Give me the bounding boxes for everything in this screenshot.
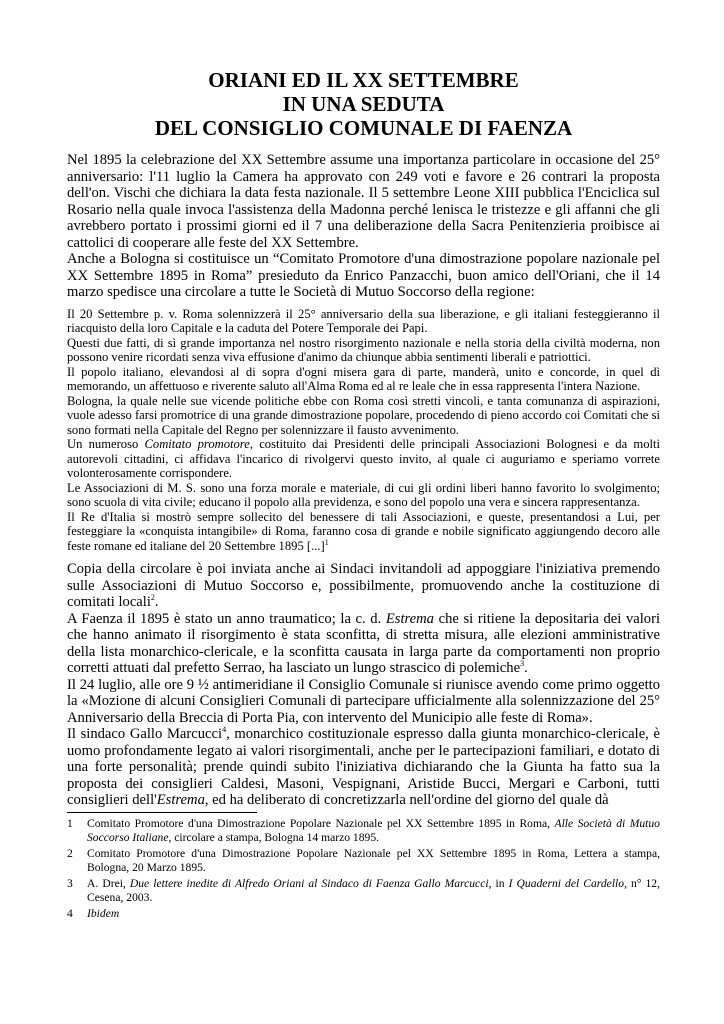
text-run: A. Drei, <box>87 876 130 890</box>
text-run: , costituito dai Presidenti delle principali Associazioni Bolognesi e da molti autorevoli cittadini, ci affidava l'incarico di rivolgervi questo invito, al quale ci auguriamo e speriamo vorrete volonterosamente corrispondere. <box>67 437 661 480</box>
text-run: che si ritiene la depositaria dei valori che hanno animato il risorgimento è stata sconfitta, di stretta misura, alle elezioni amministrative della lista monarchico-clericale, e la sconfitta causata in larga parte da comportamenti non proprio corretti attuati dal prefetto Serrao, ha lasciato un lungo strascico di polemiche <box>67 610 660 676</box>
emphasis: Estrema <box>156 792 205 808</box>
footnote-ref[interactable]: 3 <box>520 659 525 669</box>
title-line: DEL CONSIGLIO COMUNALE DI FAENZA <box>154 116 573 140</box>
paragraph: Anche a Bologna si costituisce un “Comitato Promotore d'una dimostrazione popolare nazionale pel XX Settembre 1895 in Roma” presieduto da Enrico Panzacchi, buon amico dell'Oriani, che il 14 marzo spedisce una circolare a tutte le Società di Mutuo Soccorso della regione: <box>67 251 660 300</box>
footnote-text <box>87 907 660 921</box>
text-run: , in <box>488 876 509 890</box>
footnote <box>67 847 660 875</box>
emphasis: Ibidem <box>87 906 120 920</box>
text-run: Il sindaco Gallo Marcucci <box>67 726 223 742</box>
quote-paragraph <box>67 510 660 554</box>
text-run: Il Re d'Italia si mostrò sempre sollecito del benessere di tali Associazioni, e queste, presentandosi a Lui, per festeggiare la «conquista intangibile» di Roma, faranno cosa di grande e nobile significato aggiungendo decoro alle feste romane ed italiane del 20 Settembre 1895 [...] <box>67 509 660 553</box>
text-run: Un numeroso <box>67 437 145 451</box>
text-run: Copia della circolare è poi inviata anche ai Sindaci invitandoli ad appoggiare l'iniziativa premendo sulle Associazioni di Mutuo Soccorso e, possibilmente, promuovendo anche la costituzione di comitati locali <box>67 561 660 610</box>
emphasis: Comitato promotore <box>144 437 250 451</box>
paragraph <box>67 561 660 611</box>
text-run: . <box>154 594 159 610</box>
paragraph: Nel 1895 la celebrazione del XX Settembre assume una importanza particolare in occasione del 25° anniversario: l'11 luglio la Camera ha approvato con 249 voti e favore e 26 contrari la proposta dell'on. Vischi che dichiara la data festa nazionale. Il 5 settembre Leone XIII pubblica l'Enciclica sul Rosario nella quale invoca l'assistenza della Madonna perché lenisca le tristezze e gli affanni che gli avrebbero portato i prossimi giorni ed il 7 una deliberazione della Sacra Penitenzieria proibisce ai cattolici di cooperare alle feste del XX Settembre. <box>67 152 660 251</box>
text-run: , monarchico costituzionale espresso dalla giunta monarchico-clericale, è uomo profondamente legato ai valori risorgimentali, anche per le partecipazioni familiari, e dotato di una forte personalità; prende quindi subito l'iniziativa dichiarando che la Giunta ha fatto sua la proposta dei consiglieri Caldesi, Masoni, Vespignani, Aristide Bucci, Mergari e Carboni, tutti consiglieri dell' <box>67 726 660 808</box>
footnote-ref[interactable]: 4 <box>222 725 227 735</box>
quote-paragraph: Questi due fatti, di sì grande importanza nel nostro risorgimento nazionale e nella storia della civiltà moderna, non possono venire ricordati senza viva effusione d'animo da chiunque abbia sentimenti liberali e patriottici. <box>67 335 660 364</box>
page-title <box>67 68 660 140</box>
emphasis: I Quaderni del Cardello <box>508 876 625 890</box>
text-run: . <box>524 660 528 676</box>
quote-paragraph: Le Associazioni di M. S. sono una forza morale e materiale, di cui gli ordini liberi hanno favorito lo svolgimento; sono scuola di vita civile; educano il popolo alla previdenza, e sono del popolo una vera e sincera rappresentanza. <box>67 480 660 509</box>
emphasis: Alle Società di Mutuo Soccorso Italiane <box>87 816 660 844</box>
paragraph <box>67 726 660 809</box>
footnote-number: 4 <box>67 906 73 920</box>
quote-paragraph: Bologna, la quale nelle sue vicende politiche ebbe con Roma così stretti vincoli, e tanta comunanza di aspirazioni, vuole adesso farsi promotrice di una grande dimostrazione popolare, procedendo di pieno accordo coi Comitati che si sono formati nella Capitale del Regno per solennizzare il fausto avvenimento. <box>67 393 660 437</box>
footnote-text <box>87 817 660 845</box>
text-run: , ed ha deliberato di concretizzarla nell'ordine del giorno del quale dà <box>204 792 609 808</box>
footnote-ref[interactable]: 2 <box>150 593 155 603</box>
quote-paragraph: Il 20 Settembre p. v. Roma solennizzerà il 25° anniversario della sua liberazione, e gli italiani festeggieranno il riacquisto della loro Capitale e la caduta del Potere Temporale dei Papi. <box>67 306 660 335</box>
footnote-number: 1 <box>67 816 73 830</box>
block-quote <box>67 307 660 554</box>
footnote-number: 2 <box>67 846 73 860</box>
title-line: ORIANI ED IL XX SETTEMBRE <box>208 68 519 92</box>
text-run: Comitato Promotore d'una Dimostrazione Popolare Nazionale pel XX Settembre 1895 in Roma, <box>87 816 555 830</box>
text-run: A Faenza il 1895 è stato un anno traumatico; la c. d. <box>67 610 386 627</box>
title-line: IN UNA SEDUTA <box>282 92 445 116</box>
footnote-ref[interactable]: 1 <box>324 537 329 547</box>
emphasis: Due lettere inedite di Alfredo Oriani al Sindaco di Faenza Gallo Marcucci <box>129 876 489 890</box>
footnote-text: Comitato Promotore d'una Dimostrazione Popolare Nazionale pel XX Settembre 1895 in Roma, Lettera a stampa, Bologna, 20 Marzo 1895. <box>87 846 660 874</box>
footnote <box>67 817 660 845</box>
text-run: , circolare a stampa, Bologna 14 marzo 1895. <box>168 830 380 844</box>
quote-paragraph <box>67 437 660 481</box>
text-run: , n° 12, Cesena, 2003. <box>87 876 661 904</box>
footnote <box>67 907 660 921</box>
paragraph: Il 24 luglio, alle ore 9 ½ antimeridiane il Consiglio Comunale si riunisce avendo come primo oggetto la «Mozione di alcuni Consiglieri Comunali di partecipare ufficialmente alla solennizzazione del 25° Anniversario della Breccia di Porta Pia, con intervento del Municipio alle feste di Roma». <box>67 676 660 726</box>
emphasis: Estrema <box>385 610 434 627</box>
footnote-text <box>87 877 660 905</box>
paragraph <box>67 611 660 677</box>
footnote <box>67 877 660 905</box>
quote-paragraph: Il popolo italiano, elevandosi al di sopra d'ogni misera gara di parte, manderà, unito e concorde, in quel dì memorando, un affettuoso e riverente saluto all'Alma Roma ed al re leale che in essa rappresenta l'intera Nazione. <box>67 364 660 393</box>
footnote-number: 3 <box>67 876 73 890</box>
footnote-separator <box>67 812 257 813</box>
